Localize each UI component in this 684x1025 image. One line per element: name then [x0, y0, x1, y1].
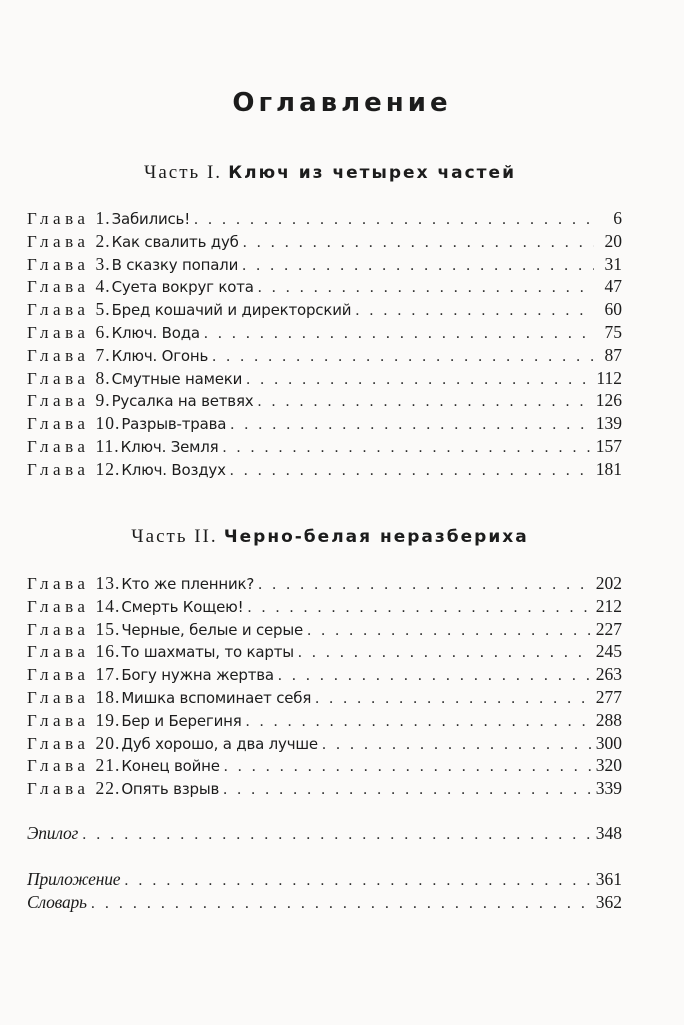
chapter-title: Дуб хорошо, а два лучше — [121, 734, 318, 753]
leader-dots — [355, 300, 594, 323]
epilogue-title: Эпилог — [27, 823, 79, 843]
part-1-name: Ключ из четырех частей — [228, 163, 516, 183]
chapter-number: 15. — [95, 618, 121, 639]
chapter-page-number: 6 — [613, 208, 622, 228]
chapter-entry[interactable] — [27, 207, 622, 230]
part-1-heading — [0, 162, 660, 184]
chapter-number: 8. — [95, 367, 111, 388]
leader-dots — [322, 734, 592, 757]
appendix-page-number: 362 — [595, 891, 622, 912]
leader-dots — [223, 437, 592, 460]
leader-dots — [82, 824, 592, 847]
chapter-number: 4. — [95, 276, 111, 297]
chapter-word: Глава — [27, 733, 90, 753]
chapter-title: Ключ. Вода — [111, 323, 200, 342]
appendix-list — [27, 868, 622, 914]
chapter-title: Разрыв-трава — [121, 415, 227, 434]
chapter-number: 11. — [95, 435, 120, 456]
leader-dots — [258, 277, 594, 300]
chapter-page-number: 320 — [595, 755, 622, 776]
leader-dots — [258, 574, 592, 597]
chapter-word: Глава — [27, 345, 90, 365]
chapter-page-number: 112 — [596, 367, 622, 388]
chapter-page-number: 202 — [595, 573, 622, 593]
chapter-title: Забились! — [111, 210, 191, 228]
chapter-number: 7. — [95, 344, 111, 365]
chapter-number: 2. — [95, 230, 111, 251]
chapter-page-number: 20 — [604, 230, 622, 251]
chapter-title: Русалка на ветвях — [111, 392, 254, 411]
chapter-entry[interactable] — [27, 321, 622, 344]
chapter-title: Ключ. Воздух — [121, 460, 226, 479]
leader-dots — [243, 232, 594, 255]
leader-dots — [223, 779, 592, 802]
chapter-page-number: 126 — [595, 390, 622, 411]
page-title: Оглавление — [232, 88, 452, 118]
leader-dots — [204, 323, 594, 346]
chapter-entry[interactable] — [27, 754, 622, 777]
chapter-page-number: 181 — [595, 458, 622, 479]
chapter-title: Конец войне — [121, 757, 220, 776]
chapter-page-number: 227 — [595, 618, 622, 639]
chapter-page-number: 31 — [604, 253, 622, 274]
chapter-page-number: 75 — [604, 321, 622, 342]
chapter-word: Глава — [27, 300, 90, 320]
chapter-page-number: 139 — [595, 413, 622, 434]
leader-dots — [91, 893, 592, 916]
chapter-entry[interactable] — [27, 572, 622, 595]
chapter-page-number: 277 — [595, 686, 622, 707]
chapter-title: Смерть Кощею! — [121, 597, 244, 616]
leader-dots — [224, 756, 592, 779]
chapter-entry[interactable] — [27, 253, 622, 276]
chapter-word: Глава — [27, 779, 90, 799]
chapter-title: То шахматы, то карты — [121, 643, 294, 662]
chapter-entry[interactable] — [27, 230, 622, 253]
chapter-entry[interactable] — [27, 275, 622, 298]
chapter-page-number: 87 — [604, 344, 622, 365]
chapter-page-number: 60 — [604, 299, 622, 320]
chapter-page-number: 288 — [595, 709, 622, 730]
leader-dots — [246, 369, 592, 392]
chapter-number: 9. — [95, 390, 111, 411]
chapter-title: Смутные намеки — [111, 369, 243, 388]
leader-dots — [257, 391, 591, 414]
chapter-title: Ключ. Земля — [120, 437, 219, 456]
chapter-word: Глава — [27, 642, 90, 662]
chapter-number: 16. — [95, 641, 121, 662]
appendix-title: Приложение — [27, 869, 121, 889]
chapter-word: Глава — [27, 665, 90, 685]
chapter-title: Богу нужна жертва — [121, 666, 274, 685]
part-2-label: Часть II. — [131, 526, 218, 547]
chapter-word: Глава — [27, 231, 90, 251]
chapter-title: Черные, белые и серые — [121, 620, 304, 639]
chapter-number: 18. — [95, 686, 121, 707]
part-2-name: Черно-белая неразбериха — [223, 527, 529, 547]
chapter-word: Глава — [27, 710, 90, 730]
chapter-entry[interactable] — [27, 458, 622, 481]
chapter-title: В сказку попали — [111, 255, 239, 274]
chapter-word: Глава — [27, 596, 90, 616]
epilogue-entry[interactable] — [27, 822, 622, 845]
chapter-number: 17. — [95, 664, 121, 685]
chapter-number: 20. — [95, 732, 121, 753]
leader-dots — [246, 711, 592, 734]
chapter-number: 6. — [95, 321, 111, 342]
part-2-chapter-list — [27, 572, 622, 800]
chapter-page-number: 212 — [595, 595, 622, 616]
chapter-word: Глава — [27, 209, 90, 228]
chapter-entry[interactable] — [27, 412, 622, 435]
chapter-page-number: 245 — [595, 641, 622, 662]
chapter-entry[interactable] — [27, 663, 622, 686]
appendix-title: Словарь — [27, 891, 87, 912]
chapter-word: Глава — [27, 414, 90, 434]
leader-dots — [194, 209, 594, 232]
chapter-number: 19. — [95, 709, 121, 730]
leader-dots — [212, 346, 594, 369]
leader-dots — [230, 414, 592, 437]
chapter-page-number: 300 — [595, 732, 622, 753]
chapter-title: Бер и Берегиня — [121, 711, 242, 730]
leader-dots — [298, 642, 592, 665]
chapter-title: Кто же пленник? — [121, 575, 255, 593]
chapter-number: 1. — [95, 208, 111, 228]
chapter-word: Глава — [27, 619, 90, 639]
chapter-word: Глава — [27, 254, 90, 274]
leader-dots — [242, 255, 594, 278]
part-1-chapter-list — [27, 207, 622, 481]
chapter-number: 21. — [95, 755, 121, 776]
epilogue-list — [27, 822, 622, 845]
leader-dots — [247, 597, 591, 620]
chapter-word: Глава — [27, 436, 90, 456]
chapter-title: Как свалить дуб — [111, 232, 239, 251]
chapter-word: Глава — [27, 368, 90, 388]
chapter-number: 3. — [95, 253, 111, 274]
leader-dots — [124, 870, 591, 893]
chapter-word: Глава — [27, 277, 90, 297]
leader-dots — [307, 620, 592, 643]
appendix-entry[interactable] — [27, 891, 622, 914]
chapter-number: 10. — [95, 413, 121, 434]
leader-dots — [230, 460, 592, 483]
chapter-page-number: 339 — [595, 778, 622, 799]
chapter-entry[interactable] — [27, 344, 622, 367]
chapter-entry[interactable] — [27, 389, 622, 412]
chapter-entry[interactable] — [27, 435, 622, 458]
chapter-number: 5. — [95, 299, 111, 320]
chapter-number: 12. — [95, 458, 121, 479]
part-2-heading — [0, 526, 660, 548]
leader-dots — [315, 688, 592, 711]
chapter-word: Глава — [27, 322, 90, 342]
chapter-number: 14. — [95, 595, 121, 616]
epilogue-page-number: 348 — [595, 823, 622, 843]
chapter-title: Опять взрыв — [121, 780, 220, 799]
chapter-entry[interactable] — [27, 367, 622, 390]
chapter-page-number: 263 — [595, 664, 622, 685]
appendix-page-number: 361 — [595, 869, 622, 889]
chapter-entry[interactable] — [27, 686, 622, 709]
chapter-entry[interactable] — [27, 618, 622, 641]
chapter-entry[interactable] — [27, 732, 622, 755]
chapter-title: Ключ. Огонь — [111, 346, 209, 365]
chapter-word: Глава — [27, 574, 90, 593]
chapter-page-number: 157 — [595, 435, 622, 456]
chapter-entry[interactable] — [27, 640, 622, 663]
chapter-title: Мишка вспоминает себя — [121, 688, 312, 707]
chapter-number: 22. — [95, 778, 121, 799]
chapter-page-number: 47 — [604, 276, 622, 297]
appendix-entry[interactable] — [27, 868, 622, 891]
chapter-entry[interactable] — [27, 777, 622, 800]
leader-dots — [278, 665, 592, 688]
chapter-number: 13. — [95, 573, 121, 593]
chapter-entry[interactable] — [27, 595, 622, 618]
chapter-word: Глава — [27, 687, 90, 707]
chapter-word: Глава — [27, 391, 90, 411]
chapter-entry[interactable] — [27, 298, 622, 321]
chapter-title: Бред кошачий и директорский — [111, 301, 352, 320]
chapter-title: Суета вокруг кота — [111, 278, 254, 297]
part-1-label: Часть I. — [144, 162, 223, 183]
chapter-word: Глава — [27, 756, 90, 776]
chapter-word: Глава — [27, 459, 90, 479]
chapter-entry[interactable] — [27, 709, 622, 732]
